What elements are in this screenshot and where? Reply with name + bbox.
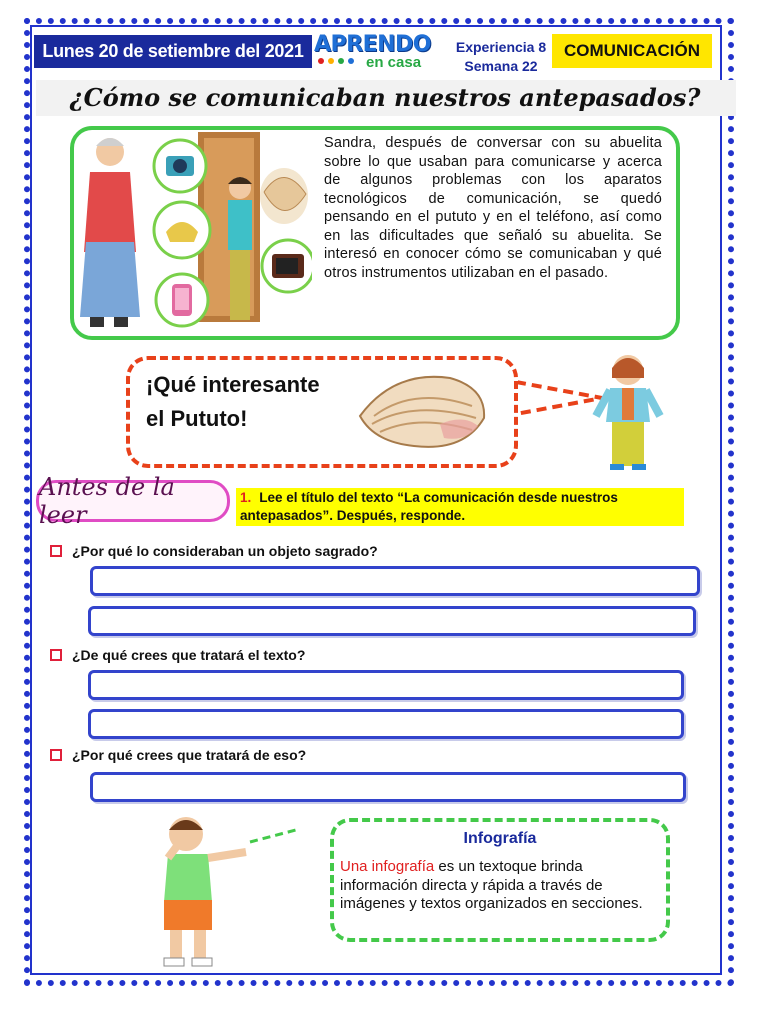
subject-badge: COMUNICACIÓN — [552, 34, 712, 68]
girl-pants — [230, 250, 250, 320]
answer-field-2a[interactable] — [88, 670, 684, 700]
aprendo-logo — [314, 32, 438, 72]
logo-dots — [318, 58, 354, 64]
answer-field-3[interactable] — [90, 772, 686, 802]
question-1 — [50, 543, 378, 559]
experience-label: Experiencia 8 — [455, 39, 547, 55]
question-2 — [50, 647, 305, 663]
boy-illustration — [150, 812, 300, 970]
question-3-text: ¿Por qué crees que tratará de eso? — [72, 747, 307, 763]
question-3 — [50, 747, 306, 763]
answer-field-1a[interactable] — [90, 566, 700, 596]
bullet-square-icon — [50, 545, 62, 557]
before-reading-label: Antes de la leer — [36, 480, 230, 522]
question-1-text: ¿Por qué lo consideraban un objeto sagrado? — [72, 543, 378, 559]
instruction-body: Lee el título del texto “La comunicación desde nuestros antepasados”. Después, responde. — [240, 490, 618, 523]
bullet-square-icon — [50, 749, 62, 761]
story-text: Sandra, después de conversar con su abuelita sobre lo que usaban para comunicarse y acerca de algunos problemas con los aparatos tecnológicos de comunicación, se quedó pensando en el pututo y en el teléfono, así como en las dificultades que señaló su abuelita. Se interesó en conocer cómo se comunicaban y qué otros instrumentos utilizaban en el pasado. — [324, 135, 662, 281]
grandmother-shawl — [84, 172, 136, 252]
bullet-square-icon — [50, 649, 62, 661]
girl-illustration — [588, 350, 678, 474]
speech-line-1: ¡Qué interesante — [146, 372, 320, 397]
girl-jacket — [228, 200, 252, 250]
logo-subtitle: en casa — [366, 54, 422, 71]
date-banner: Lunes 20 de setiembre del 2021 — [34, 35, 312, 68]
speech-line-2: el Pututo! — [146, 406, 248, 431]
instruction-text — [236, 488, 684, 526]
infographic-highlight: Una infografía — [340, 858, 435, 875]
week-label: Semana 22 — [464, 58, 538, 74]
experience-week — [446, 38, 556, 76]
pututo-shell-image — [354, 366, 490, 456]
infographic-text — [340, 858, 660, 914]
infographic-definition: es un textoque brinda información directa y rápida a través de imágenes y textos organizados en secciones. — [340, 858, 643, 912]
question-2-text: ¿De qué crees que tratará el texto? — [72, 647, 306, 663]
grandmother-skirt — [80, 242, 140, 317]
speech-text — [146, 368, 320, 436]
answer-field-2b[interactable] — [88, 709, 684, 739]
page-title: ¿Cómo se comunicaban nuestros antepasados? — [69, 83, 701, 112]
instruction-number: 1. — [240, 490, 252, 505]
infographic-title: Infografía — [463, 830, 537, 847]
logo-title: APRENDO — [314, 32, 431, 57]
grandmother-girl-illustration — [78, 132, 312, 332]
answer-field-1b[interactable] — [88, 606, 696, 636]
